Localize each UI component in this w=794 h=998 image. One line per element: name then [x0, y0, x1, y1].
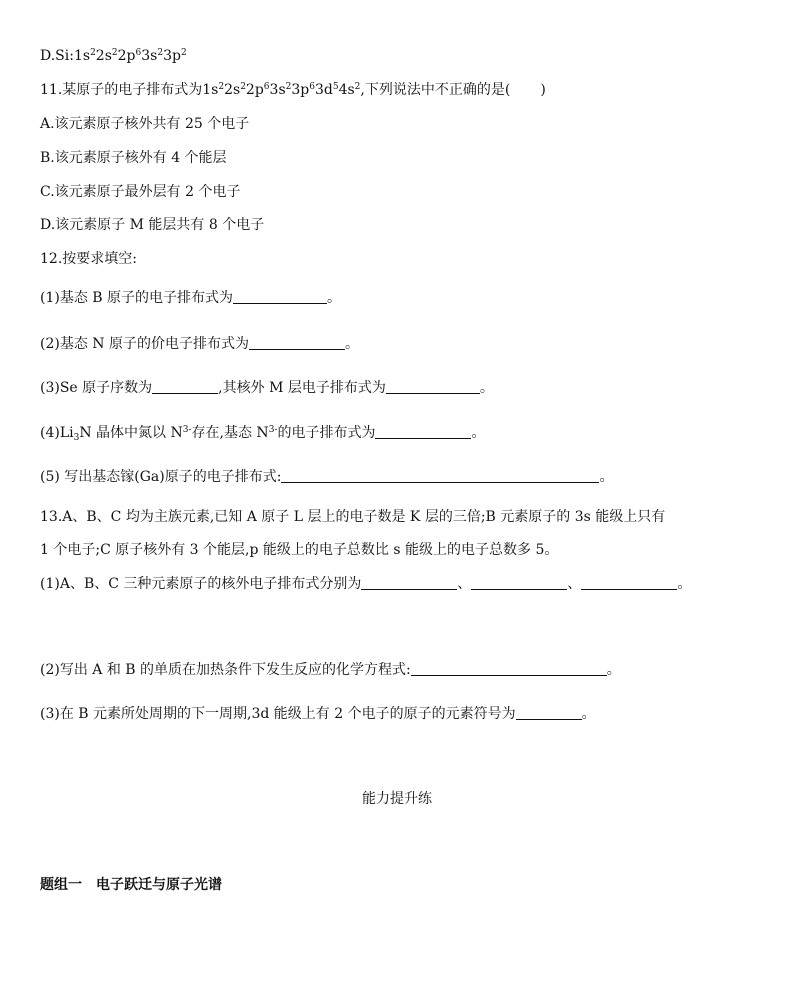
q13-part3: (3)在 B 元素所处周期的下一周期,3d 能级上有 2 个电子的原子的元素符号为 。 [40, 706, 596, 722]
config-si: $1s^22s^22p^63s^23p^2$ [73, 48, 187, 64]
q11-option-a: A.该元素原子核外共有 25 个电子 [40, 116, 250, 132]
answer-blank[interactable] [581, 575, 677, 590]
q12-part4: $(4)Li_3N$ 晶体中氮以 $N^{3-}$存在,基态 $N^{3-}$的电子排布式为 。 [40, 425, 486, 443]
q12-part5: (5) 写出基态镓(Ga)原子的电子排布式: 。 [40, 469, 614, 485]
answer-blank[interactable] [152, 379, 218, 394]
answer-blank[interactable] [281, 468, 599, 483]
option-d-si [40, 46, 187, 68]
answer-blank[interactable] [386, 379, 480, 394]
answer-blank[interactable] [361, 575, 457, 590]
q12-part1: (1)基态 B 原子的电子排布式为 。 [40, 290, 342, 306]
config-q11: $1s^22s^22p^63s^23p^63d^54s^2$ [202, 82, 361, 98]
q12-part2: (2)基态 N 原子的价电子排布式为 。 [40, 336, 359, 352]
q12-title: 12.按要求填空: [40, 251, 137, 267]
answer-blank[interactable] [411, 661, 607, 676]
q12-part3: (3)Se 原子序数为 ,其核外 M 层电子排布式为 。 [40, 380, 494, 396]
group-label: 题组一 [40, 877, 82, 893]
q13-part1: (1)A、B、C 三种元素原子的核外电子排布式分别为 、 、 。 [40, 576, 692, 592]
answer-blank[interactable] [516, 705, 582, 720]
q13-stem-line2: 1 个电子;C 原子核外有 3 个能层,p 能级上的电子总数比 s 能级上的电子总数多 5。 [40, 542, 559, 558]
group-title: 电子跃迁与原子光谱 [96, 877, 222, 893]
answer-blank[interactable] [233, 289, 327, 304]
answer-blank[interactable] [249, 335, 345, 350]
section-title: 能力提升练 [362, 791, 432, 807]
q13-part2: (2)写出 A 和 B 的单质在加热条件下发生反应的化学方程式: 。 [40, 662, 621, 678]
q11-stem: 11.某原子的电子排布式为$1s^22s^22p^63s^23p^63d^54s^2$,下列说法中不正确的是( ) [40, 82, 546, 98]
group-heading [40, 875, 222, 895]
q11-option-b: B.该元素原子核外有 4 个能层 [40, 150, 227, 166]
q11-option-c: C.该元素原子最外层有 2 个电子 [40, 184, 241, 200]
q13-stem-line1: 13.A、B、C 均为主族元素,已知 A 原子 L 层上的电子数是 K 层的三倍;B 元素原子的 3s 能级上只有 [40, 509, 666, 525]
option-label: D.Si: [40, 48, 74, 64]
answer-blank[interactable] [375, 424, 471, 439]
q11-option-d: D.该元素原子 M 能层共有 8 个电子 [40, 217, 265, 233]
answer-blank[interactable] [471, 575, 567, 590]
